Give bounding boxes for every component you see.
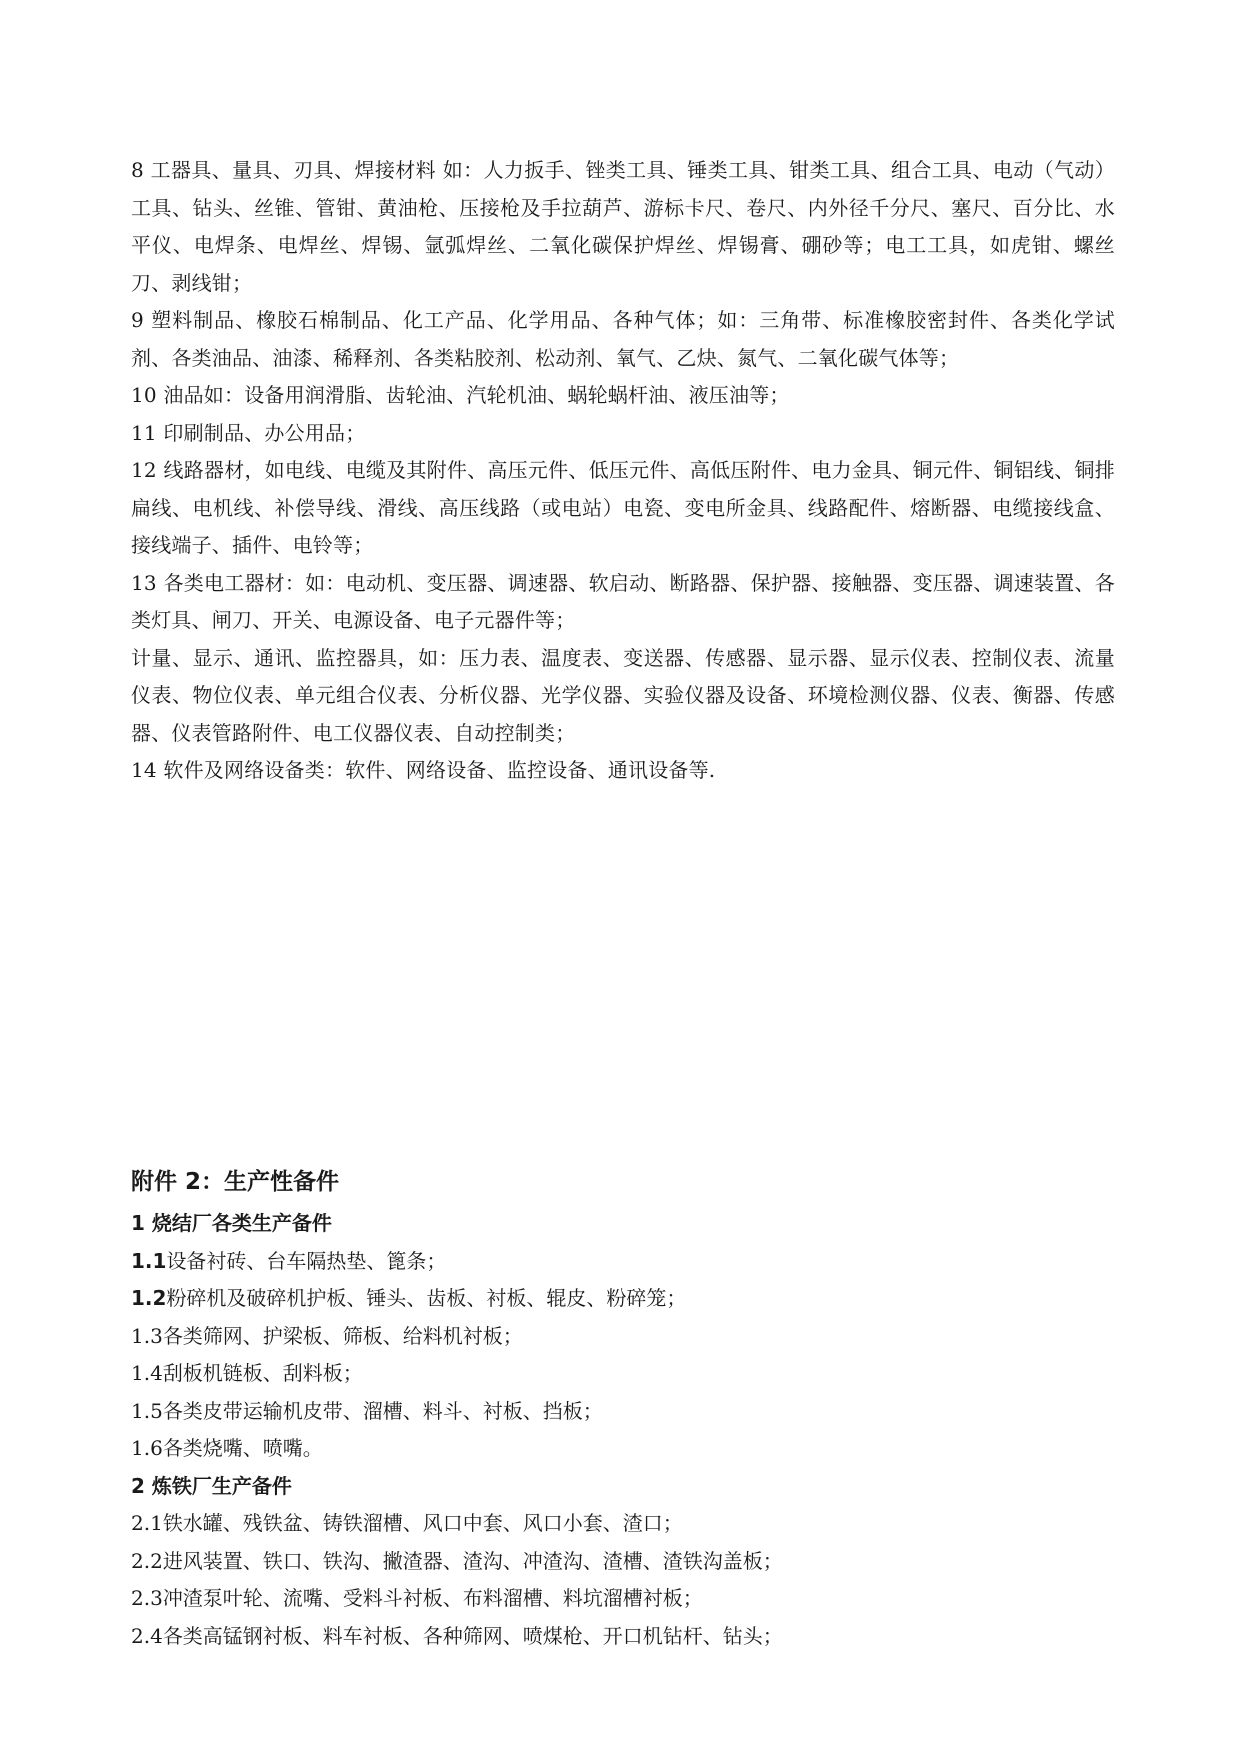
paragraph-item-8: 8 工器具、量具、刃具、焊接材料 如：人力扳手、锉类工具、锤类工具、钳类工具、组合工具、电动（气动）工具、钻头、丝锥、管钳、黄油枪、压接枪及手拉葫芦、游标卡尺、卷尺、内外径千分尺、塞尺、百分比、水平仪、电焊条、电焊丝、焊锡、氩弧焊丝、二氧化碳保护焊丝、焊锡膏、硼砂等；电工工具，如虎钳、螺丝刀、剥线钳；	[131, 158, 1115, 295]
paragraph-item-10: 10 油品如：设备用润滑脂、齿轮油、汽轮机油、蜗轮蜗杆油、液压油等；	[131, 383, 790, 407]
item-text: 设备衬砖、台车隔热垫、篦条；	[166, 1248, 447, 1273]
list-item	[131, 1543, 1115, 1581]
item-number: 2.4	[131, 1623, 163, 1648]
item-number: 2.3	[131, 1586, 163, 1610]
list-item	[131, 1243, 1115, 1281]
section-heading-sintering: 1 烧结厂各类生产备件	[131, 1211, 332, 1235]
annex-title: 附件 2：生产性备件	[131, 1169, 340, 1195]
materials-list	[131, 152, 1115, 790]
item-text: 进风装置、铁口、铁沟、撇渣器、渣沟、冲渣沟、渣槽、渣铁沟盖板；	[162, 1548, 783, 1573]
paragraph-item-9: 9 塑料制品、橡胶石棉制品、化工产品、化学用品、各种气体；如：三角带、标准橡胶密封件、各类化学试剂、各类油品、油漆、稀释剂、各类粘胶剂、松动剂、氧气、乙炔、氮气、二氧化碳气体等；	[131, 308, 1115, 370]
item-number: 1.1	[131, 1248, 167, 1273]
item-number: 1.3	[131, 1323, 163, 1348]
paragraph-item-13: 13 各类电工器材：如：电动机、变压器、调速器、软启动、断路器、保护器、接触器、变压器、调速装置、各类灯具、闸刀、开关、电源设备、电子元器件等；	[131, 570, 1115, 632]
item-text: 粉碎机及破碎机护板、锤头、齿板、衬板、辊皮、粉碎笼；	[166, 1286, 687, 1310]
item-text: 各类皮带运输机皮带、溜槽、料斗、衬板、挡板；	[162, 1398, 603, 1423]
item-text: 冲渣泵叶轮、流嘴、受料斗衬板、布料溜槽、料坑溜槽衬板；	[162, 1586, 703, 1610]
list-item	[131, 1393, 1115, 1431]
item-text: 各类高锰钢衬板、料车衬板、各种筛网、喷煤枪、开口机钻杆、钻头；	[162, 1623, 783, 1648]
paragraph-instruments: 计量、显示、通讯、监控器具，如：压力表、温度表、变送器、传感器、显示器、显示仪表、控制仪表、流量仪表、物位仪表、单元组合仪表、分析仪器、光学仪器、实验仪器及设备、环境检测仪器、仪表、衡器、传感器、仪表管路附件、电工仪器仪表、自动控制类；	[131, 645, 1115, 745]
item-number: 1.6	[131, 1436, 163, 1460]
list-item	[131, 1430, 1115, 1468]
paragraph-item-12: 12 线路器材，如电线、电缆及其附件、高压元件、低压元件、高低压附件、电力金具、铜元件、铜铝线、铜排扁线、电机线、补偿导线、滑线、高压线路（或电站）电瓷、变电所金具、线路配件、熔断器、电缆接线盒、接线端子、插件、电铃等；	[131, 458, 1115, 557]
list-item	[131, 1580, 1115, 1618]
list-item	[131, 1318, 1115, 1356]
item-number: 2.2	[131, 1548, 163, 1573]
annex-section	[131, 1163, 1115, 1655]
item-number: 1.2	[131, 1286, 167, 1310]
list-item	[131, 1355, 1115, 1393]
item-number: 1.4	[131, 1361, 163, 1385]
item-text: 铁水罐、残铁盆、铸铁溜槽、风口中套、风口小套、渣口；	[162, 1511, 683, 1535]
item-number: 2.1	[131, 1511, 163, 1535]
list-item	[131, 1505, 1115, 1543]
paragraph-item-11: 11 印刷制品、办公用品；	[131, 420, 366, 445]
item-number: 1.5	[131, 1398, 163, 1423]
item-text: 各类烧嘴、喷嘴。	[162, 1436, 323, 1460]
paragraph-item-14: 14 软件及网络设备类：软件、网络设备、监控设备、通讯设备等.	[131, 758, 716, 782]
section-heading-ironmaking: 2 炼铁厂生产备件	[131, 1473, 292, 1498]
item-text: 刮板机链板、刮料板；	[162, 1361, 363, 1385]
list-item	[131, 1618, 1115, 1656]
item-text: 各类筛网、护梁板、筛板、给料机衬板；	[162, 1323, 523, 1348]
list-item	[131, 1280, 1115, 1318]
